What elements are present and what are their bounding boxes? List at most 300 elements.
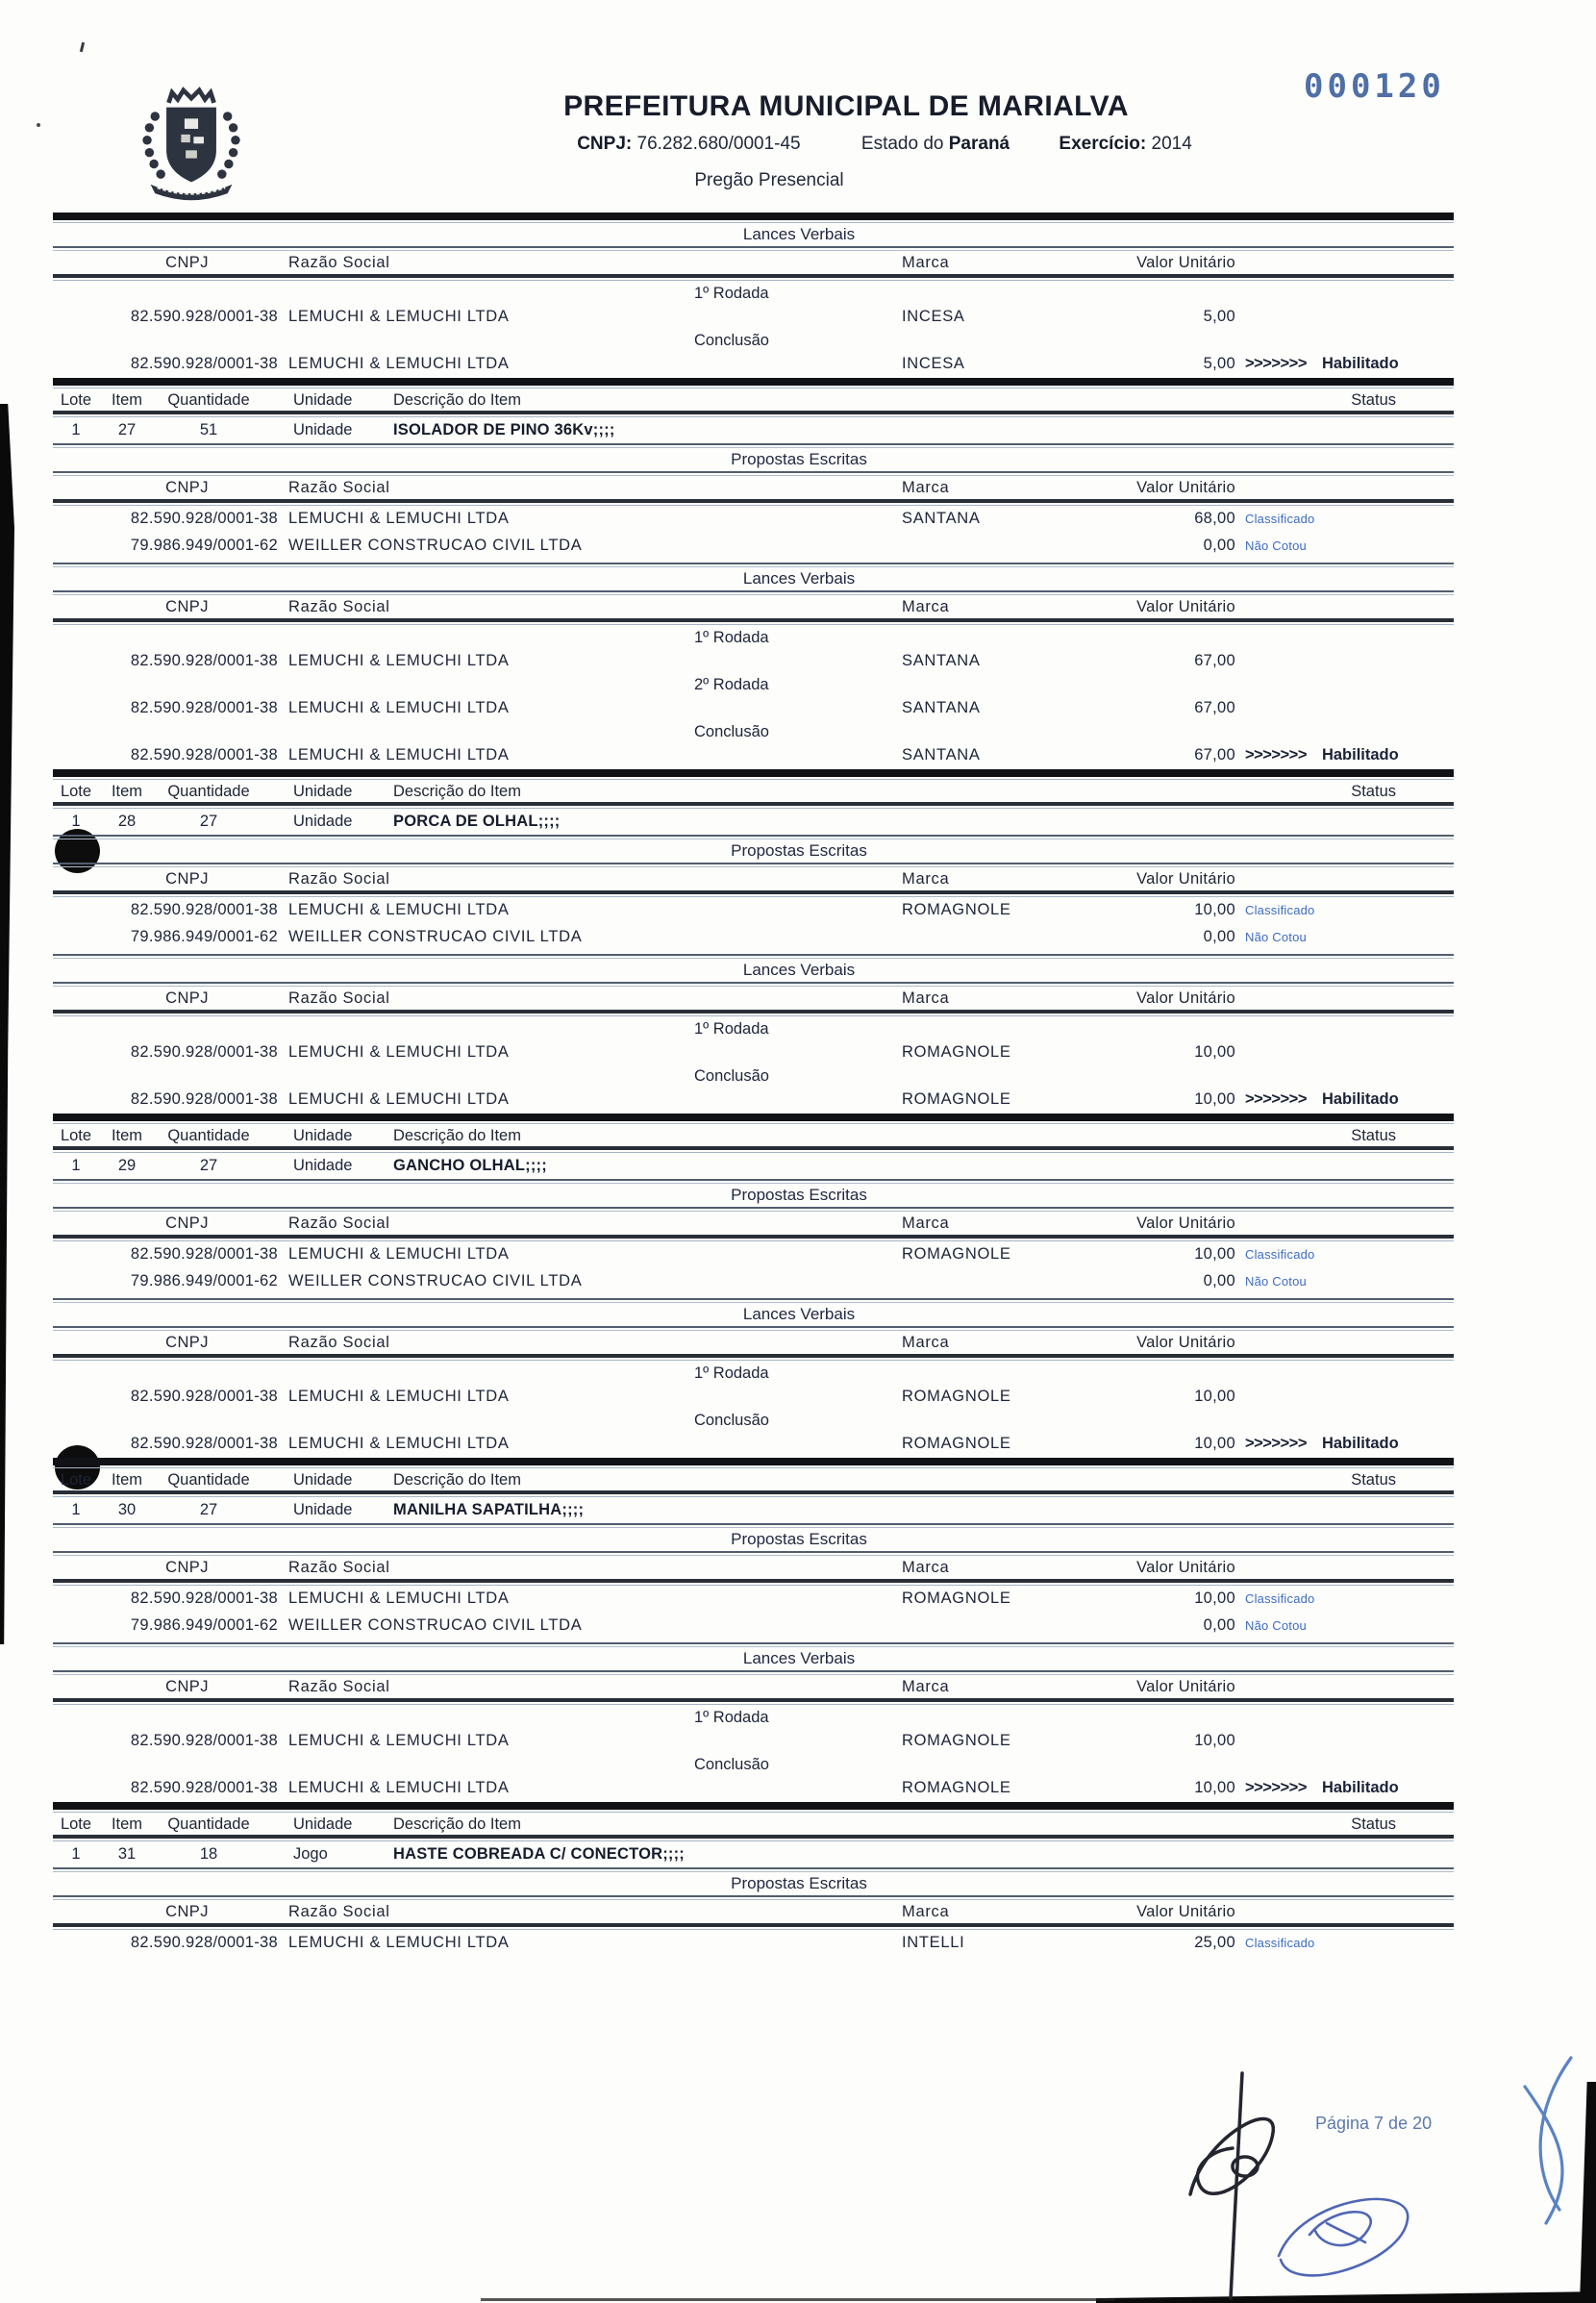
item-unit: Unidade (293, 1157, 353, 1174)
bidder-cnpj: 82.590.928/0001-38 (130, 510, 278, 527)
bid-result (1235, 1042, 1454, 1062)
table-header-row (53, 1902, 1454, 1921)
divider (53, 411, 1454, 414)
lot-item-row (53, 812, 1454, 831)
bid-brand: ROMAGNOLE (902, 1732, 1011, 1749)
bid-row (53, 354, 1454, 373)
col-header-valor-unitario: Valor Unitário (1136, 1559, 1235, 1576)
table-header-row (53, 478, 1454, 497)
lot-header-row (53, 782, 1454, 801)
bid-value: 10,00 (1194, 1245, 1235, 1263)
bid-brand: ROMAGNOLE (902, 1435, 1011, 1452)
bidder-name: WEILLER CONSTRUCAO CIVIL LTDA (288, 928, 583, 945)
item-description: ISOLADOR DE PINO 36Kv;;;; (393, 421, 615, 438)
round-label: 1º Rodada (694, 1020, 769, 1038)
bid-status (1235, 536, 1454, 556)
col-header-valor-unitario: Valor Unitário (1136, 1214, 1235, 1232)
divider (53, 1146, 1454, 1150)
col-header-razao-social: Razão Social (288, 479, 390, 496)
bid-value: 5,00 (1203, 355, 1235, 372)
bid-value: 67,00 (1194, 699, 1235, 716)
bid-brand: ROMAGNOLE (902, 1590, 1011, 1607)
col-header-status: Status (1351, 391, 1396, 409)
section-title: Lances Verbais (742, 1305, 856, 1323)
col-header-cnpj: CNPJ (165, 989, 209, 1007)
proposal-row (53, 927, 1454, 947)
bid-brand: INCESA (902, 308, 965, 325)
bid-result (1235, 745, 1454, 764)
divider (53, 1802, 1454, 1810)
bidder-cnpj: 82.590.928/0001-38 (130, 1732, 278, 1749)
bidder-cnpj: 82.590.928/0001-38 (130, 746, 278, 763)
section-title: Propostas Escritas (731, 1874, 867, 1892)
bidder-cnpj: 79.986.949/0001-62 (130, 1616, 278, 1634)
col-header-status: Status (1351, 1815, 1396, 1833)
bidder-name: LEMUCHI & LEMUCHI LTDA (288, 1435, 510, 1452)
col-header-marca: Marca (902, 598, 950, 615)
round-label: Conclusão (694, 1756, 769, 1773)
bid-value: 67,00 (1194, 746, 1235, 763)
item-number: 29 (117, 1157, 137, 1174)
section-title: Lances Verbais (742, 961, 856, 979)
bidder-cnpj: 82.590.928/0001-38 (130, 699, 278, 716)
col-header-unidade: Unidade (293, 391, 353, 409)
bid-row (53, 1387, 1454, 1406)
bid-result (1235, 307, 1454, 326)
bidder-cnpj: 82.590.928/0001-38 (130, 1590, 278, 1607)
item-description: PORCA DE OLHAL;;;; (393, 813, 561, 830)
section-title: Lances Verbais (742, 1649, 856, 1667)
bidder-name: LEMUCHI & LEMUCHI LTDA (288, 901, 510, 918)
lot-number: 1 (71, 813, 81, 830)
divider (53, 1114, 1454, 1121)
bid-status (1235, 1589, 1454, 1609)
bidder-cnpj: 79.986.949/0001-62 (130, 537, 278, 554)
divider (53, 1354, 1454, 1358)
col-header-status: Status (1351, 1471, 1396, 1489)
bidder-cnpj: 79.986.949/0001-62 (130, 928, 278, 945)
exercicio-value: 2014 (1151, 134, 1192, 154)
bid-status (1235, 509, 1454, 529)
bidder-cnpj: 82.590.928/0001-38 (130, 1435, 278, 1452)
item-description: HASTE COBREADA C/ CONECTOR;;;; (393, 1845, 685, 1863)
divider (53, 1670, 1454, 1672)
classification-status: Não Cotou (1245, 538, 1307, 553)
divider (53, 1235, 1454, 1239)
habilitado-status: Habilitado (1321, 1435, 1399, 1452)
col-header-razao-social: Razão Social (288, 989, 390, 1007)
bid-result (1235, 698, 1454, 717)
habilitado-status: Habilitado (1321, 1090, 1399, 1108)
col-header-razao-social: Razão Social (288, 870, 390, 888)
bid-row (53, 1731, 1454, 1750)
col-header-marca: Marca (902, 1559, 950, 1576)
divider (53, 1835, 1454, 1839)
arrows-marker: >>>>>>> (1245, 1090, 1307, 1108)
bid-value: 0,00 (1203, 928, 1235, 945)
col-header-cnpj: CNPJ (165, 479, 209, 496)
round-label: Conclusão (694, 1067, 769, 1085)
lot-item-row (53, 1500, 1454, 1519)
item-unit: Unidade (293, 813, 353, 830)
bidder-name: LEMUCHI & LEMUCHI LTDA (288, 1245, 510, 1263)
col-header-quantidade: Quantidade (167, 1127, 250, 1144)
col-header-marca: Marca (902, 870, 950, 888)
bid-row (53, 651, 1454, 670)
col-header-item: Item (111, 1127, 143, 1144)
col-header-valor-unitario: Valor Unitário (1136, 1334, 1235, 1351)
document-subtitle: Pregão Presencial (694, 170, 844, 190)
bid-value: 10,00 (1194, 1732, 1235, 1749)
divider (53, 954, 1454, 956)
bidder-name: LEMUCHI & LEMUCHI LTDA (288, 1934, 510, 1951)
col-header-item: Item (111, 783, 143, 800)
divider (53, 246, 1454, 248)
col-header-lote: Lote (60, 1471, 92, 1489)
habilitado-status: Habilitado (1321, 1779, 1399, 1796)
bid-result (1235, 1434, 1454, 1453)
item-quantity: 18 (199, 1845, 218, 1863)
bidder-name: LEMUCHI & LEMUCHI LTDA (288, 510, 510, 527)
bid-value: 10,00 (1194, 1388, 1235, 1405)
col-header-cnpj: CNPJ (165, 1214, 209, 1232)
bid-value: 10,00 (1194, 1779, 1235, 1796)
col-header-lote: Lote (60, 1815, 92, 1833)
bid-status (1235, 1271, 1454, 1291)
bidder-cnpj: 82.590.928/0001-38 (130, 355, 278, 372)
bidder-cnpj: 82.590.928/0001-38 (130, 1934, 278, 1951)
divider (53, 890, 1454, 894)
item-quantity: 27 (199, 1501, 218, 1518)
bid-value: 0,00 (1203, 1272, 1235, 1289)
bidder-name: LEMUCHI & LEMUCHI LTDA (288, 1732, 510, 1749)
col-header-valor-unitario: Valor Unitário (1136, 1903, 1235, 1920)
divider (53, 1579, 1454, 1583)
col-header-item: Item (111, 391, 143, 409)
col-header-razao-social: Razão Social (288, 1903, 390, 1920)
divider (53, 1179, 1454, 1181)
classification-status: Classificado (1245, 1591, 1315, 1606)
arrows-marker: >>>>>>> (1245, 1779, 1307, 1796)
bid-brand: SANTANA (902, 746, 981, 763)
divider (53, 471, 1454, 473)
col-header-marca: Marca (902, 1214, 950, 1232)
table-header-row (53, 1333, 1454, 1352)
table-header-row (53, 989, 1454, 1008)
col-header-descricao: Descrição do Item (393, 1471, 521, 1489)
item-quantity: 27 (199, 813, 218, 830)
classification-status: Não Cotou (1245, 930, 1307, 944)
divider (53, 1642, 1454, 1644)
bid-result (1235, 354, 1454, 373)
col-header-cnpj: CNPJ (165, 1559, 209, 1576)
divider (53, 1458, 1454, 1465)
item-quantity: 51 (199, 421, 218, 438)
divider (53, 378, 1454, 386)
bidder-cnpj: 82.590.928/0001-38 (130, 1043, 278, 1061)
item-number: 28 (117, 813, 137, 830)
item-number: 30 (117, 1501, 137, 1518)
cnpj-label: CNPJ: (577, 134, 633, 154)
round-label: 1º Rodada (694, 1709, 769, 1726)
bid-brand: ROMAGNOLE (902, 901, 1011, 918)
proposal-row (53, 1244, 1454, 1264)
cnpj-value: 76.282.680/0001-45 (636, 134, 801, 154)
item-description: MANILHA SAPATILHA;;;; (393, 1501, 585, 1518)
round-label: 2º Rodada (694, 676, 769, 693)
scan-speck (80, 42, 85, 52)
col-header-marca: Marca (902, 989, 950, 1007)
col-header-razao-social: Razão Social (288, 1334, 390, 1351)
page-number: Página 7 de 20 (1315, 2114, 1433, 2133)
bidder-cnpj: 79.986.949/0001-62 (130, 1272, 278, 1289)
col-header-razao-social: Razão Social (288, 254, 390, 271)
bidder-name: WEILLER CONSTRUCAO CIVIL LTDA (288, 1272, 583, 1289)
habilitado-status: Habilitado (1321, 746, 1399, 763)
bid-value: 67,00 (1194, 652, 1235, 669)
table-header-row (53, 1214, 1454, 1233)
proposal-row (53, 1589, 1454, 1609)
classification-status: Classificado (1245, 1936, 1315, 1950)
bidder-cnpj: 82.590.928/0001-38 (130, 901, 278, 918)
lot-number: 1 (71, 1157, 81, 1174)
bid-result (1235, 1089, 1454, 1109)
bid-value: 0,00 (1203, 1616, 1235, 1634)
divider (53, 1490, 1454, 1494)
round-label: 1º Rodada (694, 285, 769, 302)
col-header-marca: Marca (902, 1334, 950, 1351)
bid-value: 10,00 (1194, 1435, 1235, 1452)
col-header-lote: Lote (60, 391, 92, 409)
scan-speck (37, 123, 40, 127)
scan-edge-artifact (0, 404, 14, 1644)
bid-result (1235, 1387, 1454, 1406)
bid-value: 25,00 (1194, 1934, 1235, 1951)
proposal-row (53, 1933, 1454, 1953)
bidder-cnpj: 82.590.928/0001-38 (130, 1090, 278, 1108)
round-label: Conclusão (694, 332, 769, 349)
lot-item-row (53, 1844, 1454, 1864)
item-unit: Jogo (293, 1845, 328, 1863)
col-header-razao-social: Razão Social (288, 1214, 390, 1232)
divider (53, 274, 1454, 278)
col-header-descricao: Descrição do Item (393, 1127, 521, 1144)
divider (53, 1923, 1454, 1927)
col-header-valor-unitario: Valor Unitário (1136, 870, 1235, 888)
section-title: Propostas Escritas (731, 450, 867, 468)
round-label: Conclusão (694, 1412, 769, 1429)
lot-header-row (53, 1126, 1454, 1145)
bidder-name: LEMUCHI & LEMUCHI LTDA (288, 699, 510, 716)
page-title: PREFEITURA MUNICIPAL DE MARIALVA (563, 90, 1129, 122)
col-header-razao-social: Razão Social (288, 598, 390, 615)
divider (53, 769, 1454, 777)
bid-result (1235, 1731, 1454, 1750)
classification-status: Classificado (1245, 1247, 1315, 1262)
bid-status (1235, 1615, 1454, 1636)
divider (53, 563, 1454, 564)
lot-header-row (53, 1470, 1454, 1489)
col-header-descricao: Descrição do Item (393, 783, 521, 800)
proposal-row (53, 509, 1454, 529)
proposal-row (53, 1615, 1454, 1636)
habilitado-status: Habilitado (1321, 355, 1399, 372)
divider (53, 499, 1454, 503)
col-header-valor-unitario: Valor Unitário (1136, 254, 1235, 271)
bidder-name: LEMUCHI & LEMUCHI LTDA (288, 1043, 510, 1061)
divider (53, 1895, 1454, 1897)
bid-row (53, 698, 1454, 717)
bid-value: 10,00 (1194, 901, 1235, 918)
scan-edge-artifact (481, 2298, 1115, 2301)
arrows-marker: >>>>>>> (1245, 746, 1307, 763)
lot-header-row (53, 390, 1454, 410)
section-title: Propostas Escritas (731, 841, 867, 860)
col-header-cnpj: CNPJ (165, 1678, 209, 1695)
divider (53, 1523, 1454, 1525)
col-header-quantidade: Quantidade (167, 1815, 250, 1833)
bid-status (1235, 900, 1454, 920)
classification-status: Não Cotou (1245, 1274, 1307, 1289)
page-stamp-number: 000120 (1304, 67, 1445, 106)
divider (53, 982, 1454, 984)
signature-blue (1267, 2175, 1426, 2302)
proposal-row (53, 536, 1454, 556)
divider (53, 1207, 1454, 1209)
estado-value: Paraná (948, 134, 1010, 154)
round-label: 1º Rodada (694, 1364, 769, 1382)
bid-result (1235, 1778, 1454, 1797)
bid-row (53, 307, 1454, 326)
divider (53, 590, 1454, 592)
bidder-name: LEMUCHI & LEMUCHI LTDA (288, 1090, 510, 1108)
bid-brand: ROMAGNOLE (902, 1245, 1011, 1263)
col-header-unidade: Unidade (293, 1815, 353, 1833)
col-header-valor-unitario: Valor Unitário (1136, 1678, 1235, 1695)
col-header-razao-social: Razão Social (288, 1559, 390, 1576)
arrows-marker: >>>>>>> (1245, 1435, 1307, 1452)
bid-row (53, 745, 1454, 764)
divider (53, 1698, 1454, 1702)
bid-row (53, 1089, 1454, 1109)
col-header-razao-social: Razão Social (288, 1678, 390, 1695)
col-header-cnpj: CNPJ (165, 254, 209, 271)
bidder-name: LEMUCHI & LEMUCHI LTDA (288, 1388, 510, 1405)
bid-row (53, 1778, 1454, 1797)
bid-brand: ROMAGNOLE (902, 1388, 1011, 1405)
item-description: GANCHO OLHAL;;;; (393, 1157, 547, 1174)
header-info-line (317, 134, 1452, 155)
section-title: Lances Verbais (742, 569, 856, 588)
report-body (53, 210, 1454, 1960)
table-header-row (53, 1677, 1454, 1696)
bid-row (53, 1042, 1454, 1062)
section-title: Propostas Escritas (731, 1530, 867, 1548)
bid-value: 10,00 (1194, 1590, 1235, 1607)
divider (53, 1010, 1454, 1014)
lot-number: 1 (71, 1845, 81, 1863)
bidder-cnpj: 82.590.928/0001-38 (130, 1388, 278, 1405)
signature-edge-mark (1515, 2054, 1596, 2229)
bidder-name: LEMUCHI & LEMUCHI LTDA (288, 652, 510, 669)
bidder-name: LEMUCHI & LEMUCHI LTDA (288, 746, 510, 763)
exercicio-label: Exercício: (1059, 134, 1147, 154)
table-header-row (53, 1558, 1454, 1577)
divider (53, 863, 1454, 864)
col-header-item: Item (111, 1815, 143, 1833)
divider (53, 443, 1454, 445)
bid-brand: SANTANA (902, 652, 981, 669)
col-header-item: Item (111, 1471, 143, 1489)
col-header-quantidade: Quantidade (167, 391, 250, 409)
col-header-descricao: Descrição do Item (393, 391, 521, 409)
section-title: Lances Verbais (742, 225, 856, 243)
bid-brand: SANTANA (902, 699, 981, 716)
table-header-row (53, 869, 1454, 889)
col-header-cnpj: CNPJ (165, 598, 209, 615)
round-label: 1º Rodada (694, 629, 769, 646)
bid-brand: ROMAGNOLE (902, 1779, 1011, 1796)
col-header-cnpj: CNPJ (165, 1334, 209, 1351)
col-header-cnpj: CNPJ (165, 870, 209, 888)
divider (53, 835, 1454, 837)
item-unit: Unidade (293, 1501, 353, 1518)
col-header-unidade: Unidade (293, 1127, 353, 1144)
bidder-cnpj: 82.590.928/0001-38 (130, 1245, 278, 1263)
bid-value: 68,00 (1194, 510, 1235, 527)
bidder-cnpj: 82.590.928/0001-38 (130, 1779, 278, 1796)
bidder-cnpj: 82.590.928/0001-38 (130, 308, 278, 325)
col-header-quantidade: Quantidade (167, 783, 250, 800)
divider (53, 213, 1454, 220)
section-title: Propostas Escritas (731, 1186, 867, 1204)
lot-number: 1 (71, 421, 81, 438)
bid-row (53, 1434, 1454, 1453)
divider (53, 618, 1454, 622)
classification-status: Não Cotou (1245, 1618, 1307, 1633)
col-header-status: Status (1351, 1127, 1396, 1144)
bid-status (1235, 1244, 1454, 1264)
bid-value: 5,00 (1203, 308, 1235, 325)
bid-brand: ROMAGNOLE (902, 1043, 1011, 1061)
col-header-marca: Marca (902, 1678, 950, 1695)
bid-brand: INTELLI (902, 1934, 965, 1951)
bid-result (1235, 651, 1454, 670)
municipal-coat-of-arms (135, 85, 248, 212)
lot-item-row (53, 420, 1454, 439)
col-header-cnpj: CNPJ (165, 1903, 209, 1920)
item-number: 27 (117, 421, 137, 438)
bidder-name: LEMUCHI & LEMUCHI LTDA (288, 1590, 510, 1607)
bid-value: 10,00 (1194, 1090, 1235, 1108)
bid-brand: SANTANA (902, 510, 981, 527)
arrows-marker: >>>>>>> (1245, 355, 1307, 372)
col-header-quantidade: Quantidade (167, 1471, 250, 1489)
proposal-row (53, 900, 1454, 920)
col-header-valor-unitario: Valor Unitário (1136, 598, 1235, 615)
col-header-marca: Marca (902, 1903, 950, 1920)
classification-status: Classificado (1245, 903, 1315, 917)
lot-header-row (53, 1815, 1454, 1834)
bidder-name: WEILLER CONSTRUCAO CIVIL LTDA (288, 1616, 583, 1634)
bid-brand: INCESA (902, 355, 965, 372)
bid-status (1235, 1933, 1454, 1953)
divider (53, 802, 1454, 806)
lot-item-row (53, 1156, 1454, 1175)
estado-label: Estado do (860, 134, 944, 154)
bidder-cnpj: 82.590.928/0001-38 (130, 652, 278, 669)
col-header-unidade: Unidade (293, 783, 353, 800)
